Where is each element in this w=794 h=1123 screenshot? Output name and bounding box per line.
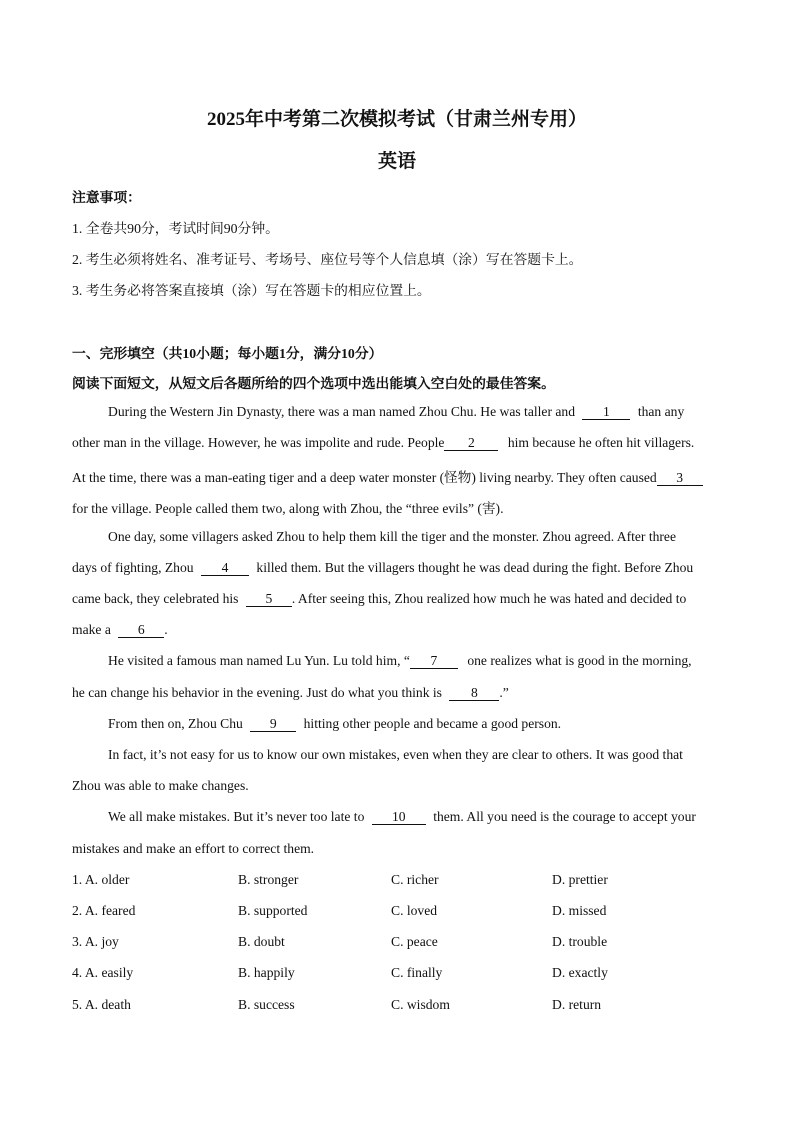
passage-text: One day, some villagers asked Zhou to help them kill the tiger and the monster. Zhou agreed. After three — [108, 529, 677, 544]
answer-blank: 6 — [118, 623, 164, 638]
passage-line — [108, 809, 696, 825]
passage-text: During the Western Jin Dynasty, there was a man named Zhou Chu. He was taller and — [108, 404, 576, 419]
passage-line — [72, 435, 694, 451]
option-5-c: C. wisdom — [391, 997, 450, 1012]
passage-text: .” — [499, 685, 509, 700]
passage-line — [72, 622, 168, 638]
option-3-c: C. peace — [391, 934, 438, 949]
answer-blank: 1 — [582, 405, 630, 420]
option-1-d: D. prettier — [552, 872, 608, 887]
passage-line — [108, 529, 676, 545]
passage-text: make a — [72, 622, 111, 637]
option-3-d: D. trouble — [552, 934, 608, 949]
option-4-a: 4. A. easily — [72, 965, 134, 980]
passage-line — [72, 560, 693, 576]
exam-title: 2025年中考第二次模拟考试（甘肃兰州专用） — [206, 109, 587, 130]
passage-text: . After seeing this, Zhou realized how much he was hated and decided to — [291, 591, 687, 606]
option-3-a: 3. A. joy — [72, 934, 119, 949]
notice-item-3: 3. 考生务必将答案直接填（涂）写在答题卡的相应位置上。 — [72, 283, 431, 298]
passage-text: In fact, it’s not easy for us to know our own mistakes, even when they are clear to others. It was good that — [108, 747, 683, 762]
option-5-b: B. success — [238, 997, 295, 1012]
option-2-d: D. missed — [552, 903, 607, 918]
passage-line — [108, 716, 561, 732]
passage-text: hitting other people and became a good person. — [303, 716, 562, 731]
answer-blank: 10 — [372, 810, 426, 825]
passage-line — [72, 497, 503, 517]
passage-text: From then on, Zhou Chu — [108, 716, 243, 731]
notice-heading: 注意事项： — [72, 190, 141, 205]
answer-blank: 9 — [250, 717, 296, 732]
answer-blank: 7 — [410, 654, 458, 669]
passage-line — [72, 841, 314, 857]
section-heading: 一、完形填空（共10小题；每小题1分，满分10分） — [72, 346, 383, 361]
notice-item-2: 2. 考生必须将姓名、准考证号、考场号、座位号等个人信息填（涂）写在答题卡上。 — [72, 252, 583, 267]
answer-blank: 4 — [201, 561, 249, 576]
passage-text: came back, they celebrated his — [72, 591, 239, 606]
notice-item-1: 1. 全卷共90分，考试时间90分钟。 — [72, 221, 279, 236]
answer-blank: 3 — [657, 471, 703, 486]
option-4-c: C. finally — [391, 965, 443, 980]
option-2-b: B. supported — [238, 903, 308, 918]
passage-text: Zhou was able to make changes. — [72, 778, 249, 793]
passage-text: He visited a famous man named Lu Yun. Lu told him, “ — [108, 653, 410, 668]
option-4-d: D. exactly — [552, 965, 608, 980]
option-5-d: D. return — [552, 997, 602, 1012]
option-2-c: C. loved — [391, 903, 438, 918]
option-5-a: 5. A. death — [72, 997, 131, 1012]
passage-line — [72, 685, 509, 701]
passage-text: other man in the village. However, he was impolite and rude. People — [72, 435, 445, 450]
passage-text: one realizes what is good in the morning, — [467, 653, 692, 668]
passage-line — [72, 466, 703, 486]
passage-line — [72, 778, 249, 794]
passage-text: We all make mistakes. But it’s never too late to — [108, 809, 365, 824]
option-4-b: B. happily — [238, 965, 295, 980]
option-2-a: 2. A. feared — [72, 903, 136, 918]
passage-text: them. All you need is the courage to accept your — [433, 809, 696, 824]
answer-blank: 5 — [246, 592, 292, 607]
passage-text: for the village. People called them two, along with Zhou, the “three evils” (害). — [72, 501, 504, 516]
passage-text: he can change his behavior in the evening. Just do what you think is — [72, 685, 442, 700]
passage-text: killed them. But the villagers thought he was dead during the fight. Before Zhou — [256, 560, 694, 575]
section-instruction: 阅读下面短文，从短文后各题所给的四个选项中选出能填入空白处的最佳答案。 — [72, 376, 555, 391]
passage-line — [108, 404, 684, 420]
passage-line — [108, 747, 683, 763]
passage-text: than any — [637, 404, 685, 419]
passage-text: At the time, there was a man-eating tiger and a deep water monster (怪物) living nearby. They often caused — [72, 470, 657, 485]
answer-blank: 8 — [449, 686, 499, 701]
option-1-b: B. stronger — [238, 872, 299, 887]
passage-text: days of fighting, Zhou — [72, 560, 194, 575]
option-3-b: B. doubt — [238, 934, 285, 949]
passage-line — [108, 653, 692, 669]
passage-text: . — [164, 622, 168, 637]
passage-line — [72, 591, 686, 607]
answer-blank: 2 — [444, 436, 498, 451]
passage-text: mistakes and make an effort to correct them. — [72, 841, 315, 856]
option-1-c: C. richer — [391, 872, 439, 887]
subject-title: 英语 — [377, 151, 416, 172]
passage-text: him because he often hit villagers. — [507, 435, 695, 450]
option-1-a: 1. A. older — [72, 872, 130, 887]
